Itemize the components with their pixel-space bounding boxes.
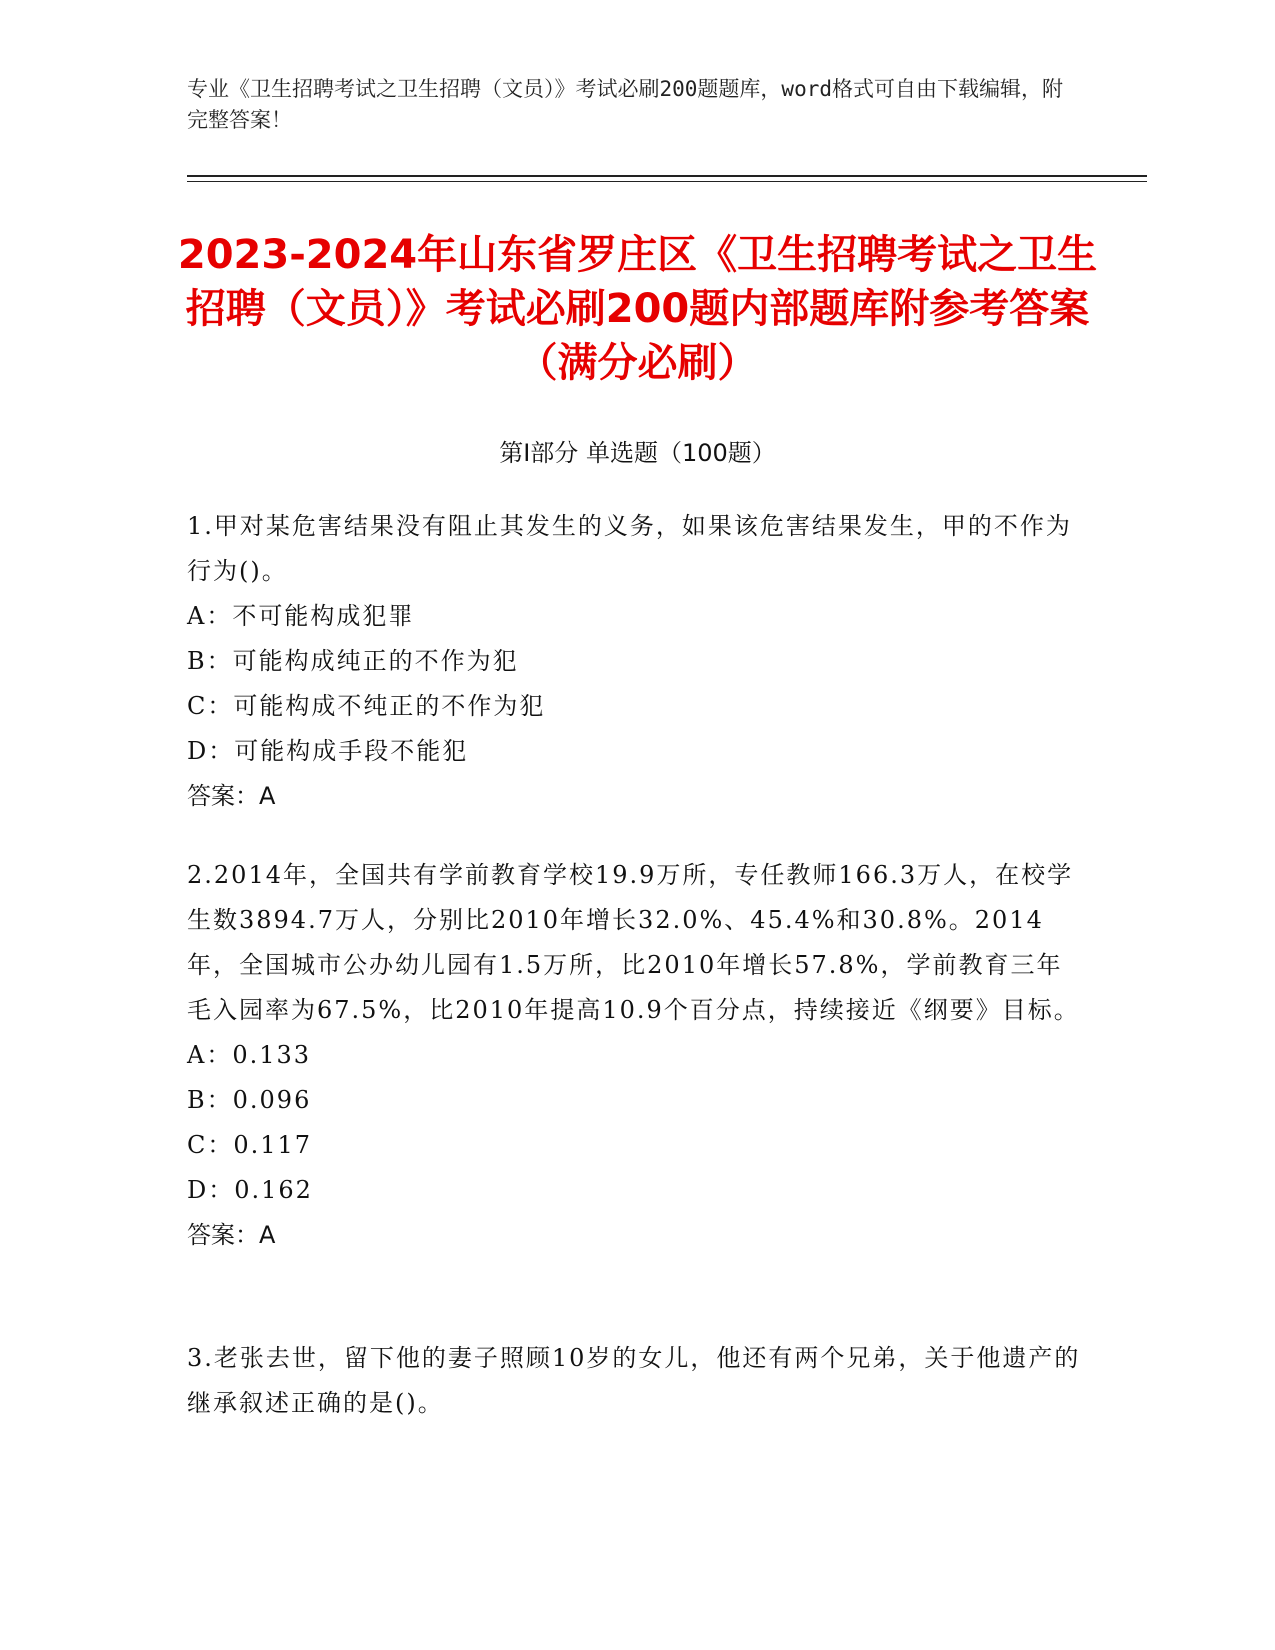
question-stem: 3.老张去世，留下他的妻子照顾10岁的女儿，他还有两个兄弟，关于他遗产的继承叙述正确的是()。 (187, 1344, 1081, 1417)
question-1 (187, 504, 1087, 819)
option-c: C：0.117 (187, 1131, 313, 1159)
option-a: A：0.133 (187, 1041, 312, 1069)
question-3 (187, 1336, 1087, 1426)
answer-label: 答案：A (187, 782, 276, 810)
section-title: 第Ⅰ部分 单选题（100题） (499, 439, 776, 467)
answer-label: 答案：A (187, 1221, 276, 1249)
question-stem: 1.甲对某危害结果没有阻止其发生的义务，如果该危害结果发生，甲的不作为行为()。 (187, 512, 1072, 585)
document-title: 2023-2024年山东省罗庄区《卫生招聘考试之卫生招聘（文员）》考试必刷200题内部题库附参考答案（满分必刷） (177, 232, 1098, 386)
option-b: B：0.096 (187, 1086, 312, 1114)
question-stem: 2.2014年，全国共有学前教育学校19.9万所，专任教师166.3万人，在校学生数3894.7万人，分别比2010年增长32.0%、45.4%和30.8%。2014年，全国城市公办幼儿园有1.5万所，比2010年增长57.8%，学前教育三年毛入园率为67.5%，比2010年提高10.9个百分点，持续接近《纲要》目标。 (187, 861, 1080, 1024)
header-rule-thick (187, 175, 1147, 177)
option-c: C：可能构成不纯正的不作为犯 (187, 692, 546, 720)
option-b: B：可能构成纯正的不作为犯 (187, 647, 519, 675)
header-note: 专业《卫生招聘考试之卫生招聘（文员）》考试必刷200题题库，word格式可自由下载编辑，附完整答案！ (187, 77, 1063, 132)
option-d: D：0.162 (187, 1176, 313, 1204)
question-2 (187, 853, 1087, 1258)
header-rule-thin (187, 181, 1147, 182)
option-a: A：不可能构成犯罪 (187, 602, 415, 630)
option-d: D：可能构成手段不能犯 (187, 737, 469, 765)
